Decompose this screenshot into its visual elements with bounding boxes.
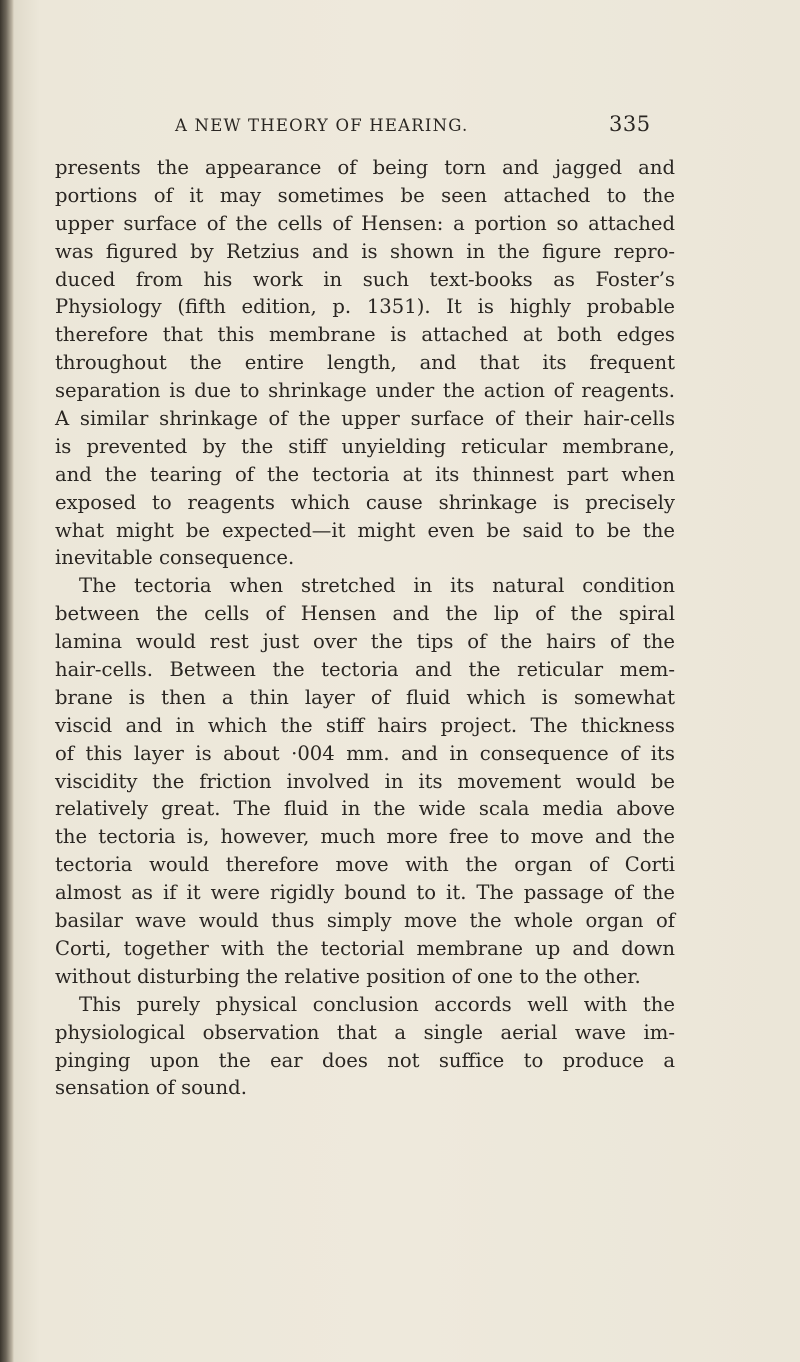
page-number: 335: [609, 112, 651, 136]
text-line: Corti, together with the tectorial membrane up and down: [55, 936, 675, 960]
text-line: was figured by Retzius and is shown in the figure repro-: [55, 239, 675, 263]
paragraph-end-line: sensation of sound.: [55, 1076, 247, 1100]
text-line: presents the appearance of being torn and jagged and: [55, 156, 675, 179]
body-text: [55, 154, 675, 1102]
running-title: A NEW THEORY OF HEARING.: [175, 116, 469, 135]
running-head: [0, 112, 800, 142]
text-line: almost as if it were rigidly bound to it. The passage of the: [55, 881, 675, 905]
paragraph-start-line: This purely physical conclusion accords well with the: [79, 992, 675, 1016]
text-line: upper surface of the cells of Hensen: a portion so attached: [55, 211, 675, 235]
text-line: throughout the entire length, and that its frequent: [55, 351, 675, 375]
text-line: viscidity the friction involved in its movement would be: [55, 769, 675, 793]
text-line: between the cells of Hensen and the lip of the spiral: [55, 602, 675, 626]
text-line: tectoria would therefore move with the organ of Corti: [55, 853, 675, 877]
text-line: and the tearing of the tectoria at its thinnest part when: [55, 462, 675, 486]
paragraph-end-line: inevitable consequence.: [55, 546, 295, 570]
paragraph-end-line: without disturbing the relative position of one to the other.: [55, 964, 641, 988]
text-line: portions of it may sometimes be seen attached to the: [55, 183, 675, 207]
text-line: brane is then a thin layer of fluid which is somewhat: [55, 685, 675, 709]
text-line: pinging upon the ear does not suffice to produce a: [55, 1048, 675, 1072]
text-line: Physiology (fifth edition, p. 1351). It is highly probable: [55, 295, 675, 319]
page-binding-edge: [0, 0, 14, 1362]
text-line: physiological observation that a single aerial wave im-: [55, 1020, 675, 1044]
text-line: relatively great. The fluid in the wide scala media above: [55, 797, 675, 821]
text-line: hair-cells. Between the tectoria and the reticular mem-: [55, 658, 675, 682]
text-line: what might be expected—it might even be said to be the: [55, 518, 675, 542]
text-line: the tectoria is, however, much more free to move and the: [55, 825, 675, 849]
paragraph-start-line: The tectoria when stretched in its natural condition: [79, 574, 675, 598]
text-line: viscid and in which the stiff hairs project. The thickness: [55, 713, 675, 737]
text-line: is prevented by the stiff unyielding reticular membrane,: [55, 434, 675, 458]
text-line: of this layer is about ·004 mm. and in consequence of its: [55, 741, 675, 765]
text-line: separation is due to shrinkage under the action of reagents.: [55, 379, 675, 403]
text-line: therefore that this membrane is attached at both edges: [55, 323, 675, 347]
text-line: duced from his work in such text-books as Foster’s: [55, 267, 675, 291]
text-line: basilar wave would thus simply move the whole organ of: [55, 909, 675, 933]
text-line: exposed to reagents which cause shrinkage is precisely: [55, 490, 675, 514]
text-line: A similar shrinkage of the upper surface of their hair-cells: [55, 407, 675, 431]
text-line: lamina would rest just over the tips of the hairs of the: [55, 630, 675, 654]
